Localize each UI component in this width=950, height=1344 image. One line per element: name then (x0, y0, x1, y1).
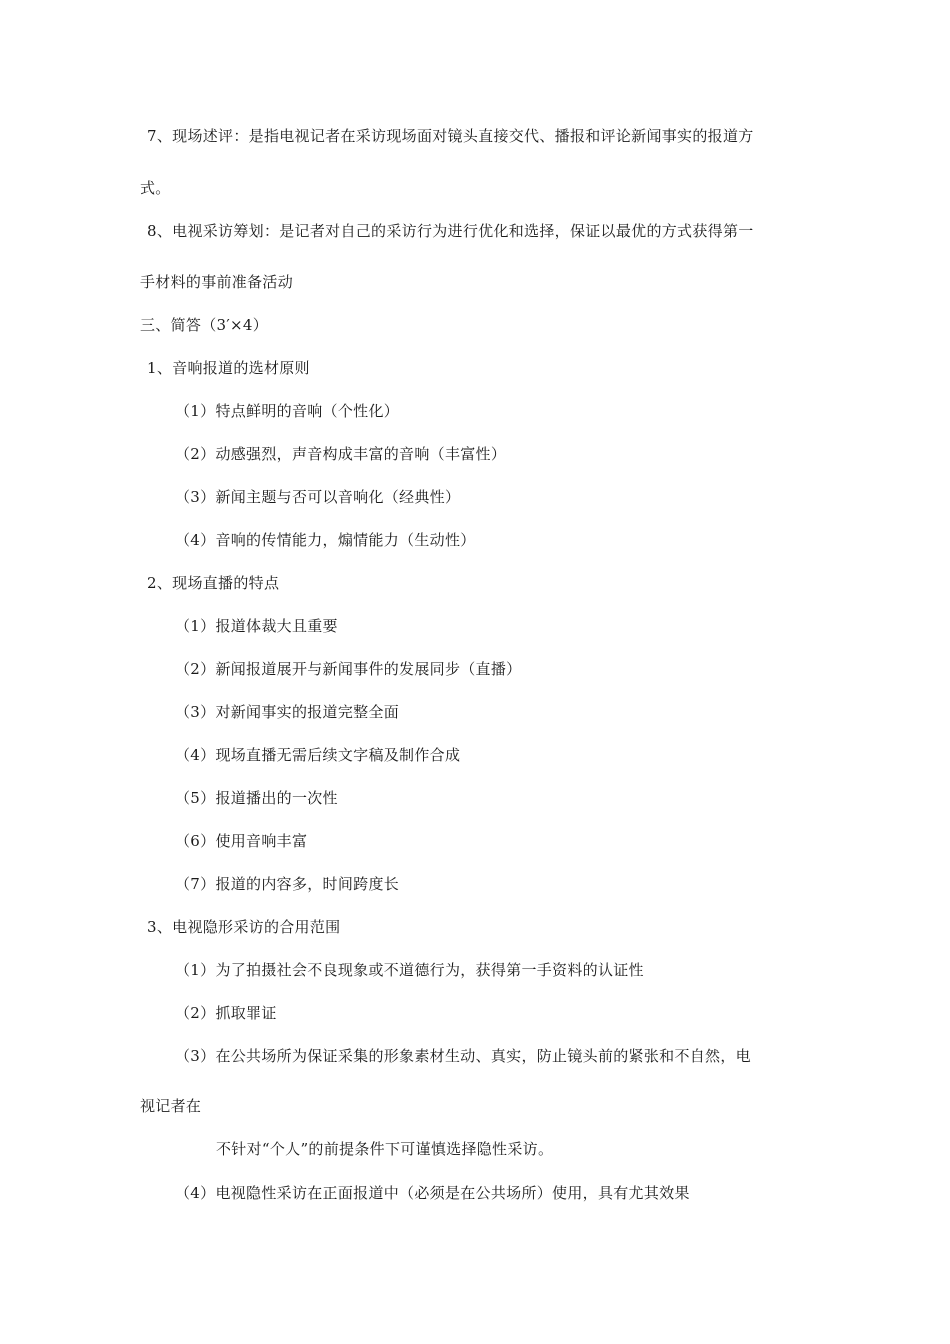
question-2-item-6: （6）使用音响丰富 (175, 832, 308, 850)
question-2-item-2: （2）新闻报道展开与新闻事件的发展同步（直播） (175, 660, 522, 678)
paragraph-7-line-1: 7、现场述评：是指电视记者在采访现场面对镜头直接交代、播报和评论新闻事实的报道方 (147, 127, 754, 145)
question-2-item-5: （5）报道播出的一次性 (175, 789, 338, 807)
paragraph-8-line-2: 手材料的事前准备活动 (140, 273, 294, 291)
paragraph-8-line-1: 8、电视采访筹划：是记者对自己的采访行为进行优化和选择，保证以最优的方式获得第一 (147, 222, 754, 240)
question-3-item-3-line-1: （3）在公共场所为保证采集的形象素材生动、真实，防止镜头前的紧张和不自然，电 (175, 1047, 751, 1065)
question-3-item-2: （2）抓取罪证 (175, 1004, 277, 1022)
paragraph-7-line-2: 式。 (140, 179, 171, 197)
question-2-item-3: （3）对新闻事实的报道完整全面 (175, 703, 400, 721)
question-2-item-1: （1）报道体裁大且重要 (175, 617, 338, 635)
question-2-title: 2、现场直播的特点 (147, 574, 280, 592)
question-3-item-3-line-2: 视记者在 (140, 1097, 202, 1115)
question-2-item-7: （7）报道的内容多，时间跨度长 (175, 875, 400, 893)
question-2-item-4: （4）现场直播无需后续文字稿及制作合成 (175, 746, 461, 764)
question-3-item-4: （4）电视隐性采访在正面报道中（必须是在公共场所）使用，具有尤其效果 (175, 1184, 690, 1202)
question-1-item-1: （1）特点鲜明的音响（个性化） (175, 402, 400, 420)
question-1-title: 1、音响报道的选材原则 (147, 359, 310, 377)
question-1-item-4: （4）音响的传情能力，煽情能力（生动性） (175, 531, 476, 549)
question-1-item-3: （3）新闻主题与否可以音响化（经典性） (175, 488, 461, 506)
question-3-title: 3、电视隐形采访的合用范围 (147, 918, 341, 936)
section-heading: 三、简答（3′×4） (140, 316, 269, 334)
question-3-item-3-line-3: 不针对“个人”的前提条件下可谨慎选择隐性采访。 (216, 1140, 554, 1158)
question-3-item-1: （1）为了拍摄社会不良现象或不道德行为，获得第一手资料的认证性 (175, 961, 644, 979)
question-1-item-2: （2）动感强烈，声音构成丰富的音响（丰富性） (175, 445, 507, 463)
